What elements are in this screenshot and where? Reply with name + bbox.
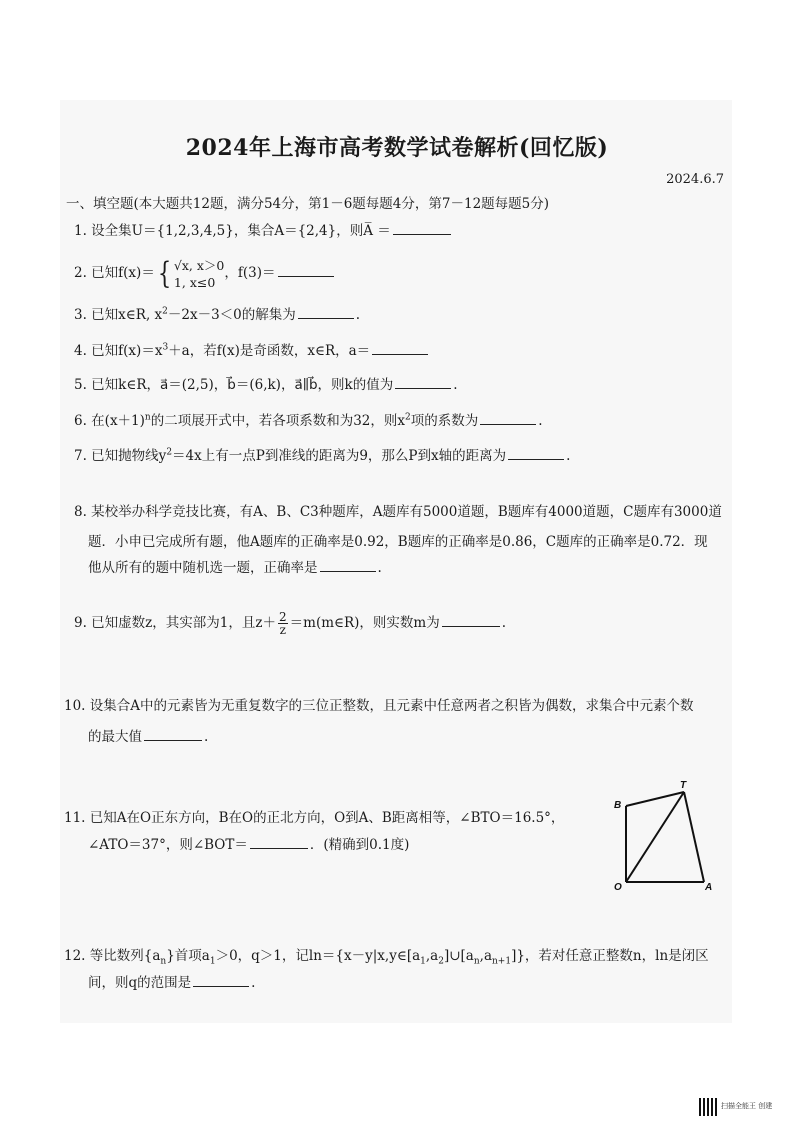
answer-blank[interactable] [508, 447, 564, 460]
fraction: $\frac{2}{z}$ [279, 610, 287, 637]
question-10-line-1: 10. 设集合A中的元素皆为无重复数字的三位正整数，且元素中任意两者之积皆为偶数，求集合中元素个数 [64, 698, 694, 714]
question-4: 4. 已知$f(x)=x^3+a$，若f(x)是奇函数，x∈R，a＝ [74, 342, 430, 360]
piecewise-cases: √x, x＞0 1, x≤0 [173, 257, 225, 290]
label-A: A [705, 882, 713, 893]
label-O: O [614, 882, 622, 893]
answer-blank[interactable] [144, 728, 202, 741]
answer-blank[interactable] [395, 376, 451, 389]
label-B: B [614, 800, 622, 811]
question-7: 7. 已知抛物线$y^2=4x$上有一点P到准线的距离为9，那么P到x轴的距离为 . [74, 447, 571, 464]
answer-blank[interactable] [250, 836, 308, 849]
section-header: 一、填空题(本大题共12题，满分54分，第1－6题每题4分，第7－12题每题5分) [66, 196, 550, 212]
answer-blank[interactable] [193, 974, 249, 987]
answer-blank[interactable] [480, 412, 536, 425]
answer-blank[interactable] [442, 614, 500, 627]
question-1: 1. 设全集U＝{1,2,3,4,5}，集合A＝{2,4}，则A̅ ＝ [74, 222, 453, 240]
question-5: 5. 已知k∈R，a⃗＝(2,5)，b⃗＝(6,k)，a⃗∥b⃗，则k的值为 . [74, 377, 458, 393]
qr-code-icon [699, 1098, 717, 1116]
segment-OT [626, 792, 684, 882]
answer-blank[interactable] [278, 264, 334, 277]
question-12-line-2: 间，则q的范围是 . [88, 975, 256, 991]
question-11-line-2: ∠ATO＝37°，则∠BOT＝ ．(精确到0.1度) [88, 837, 410, 853]
question-8-line-2: 题．小申已完成所有题，他A题库的正确率是0.92，B题库的正确率是0.86，C题库的正确率是0.72．现 [88, 534, 708, 550]
label-T: T [680, 780, 687, 791]
question-8-line-1: 8. 某校举办科学竞技比赛，有A、B、C3种题库，A题库有5000道题，B题库有4000道题，C题库有3000道 [74, 504, 722, 520]
question-11-line-1: 11. 已知A在O正东方向，B在O的正北方向，O到A、B距离相等，∠BTO＝16.5°， [64, 810, 565, 826]
answer-blank[interactable] [320, 559, 376, 572]
answer-blank[interactable] [393, 222, 451, 235]
answer-blank[interactable] [372, 342, 428, 355]
page-title: 2024年上海市高考数学试卷解析(回忆版) [185, 135, 609, 161]
answer-blank[interactable] [298, 306, 354, 319]
exam-date: 2024.6.7 [666, 172, 724, 187]
question-6: 6. 在$(x+1)^n$的二项展开式中，若各项系数和为32，则$x^2$项的系数为 . [74, 412, 543, 429]
brace-symbol: { [157, 255, 172, 291]
question-8-line-3: 他从所有的题中随机选一题，正确率是 . [88, 560, 382, 576]
question-10-line-2: 的最大值 . [88, 729, 209, 745]
geometry-figure [608, 778, 720, 894]
question-9: 9. 已知虚数z，其实部为1，且z＋ $\frac{2}{z}$ ＝m(m∈R)，则实数m为 . [74, 610, 507, 637]
question-3: 3. 已知x∈R, $x^2-2x-3<0$的解集为 . [74, 306, 361, 323]
question-2: 2. 已知f(x)＝{ √x, x＞0 1, x≤0 ，f(3)＝ [74, 255, 336, 291]
scanner-watermark: 扫描全能王 创建 [721, 1102, 773, 1110]
segment-TA [684, 792, 704, 882]
question-12-line-1: 12. 等比数列$\{a_n\}$首项$a_1>0$，q＞1，记$\ln=\{x-y|x,y\in[a_1,a_2]\cup[a_n,a_{n+1}]\}$，若对任意正整数n，ln是闭区 [64, 948, 709, 967]
